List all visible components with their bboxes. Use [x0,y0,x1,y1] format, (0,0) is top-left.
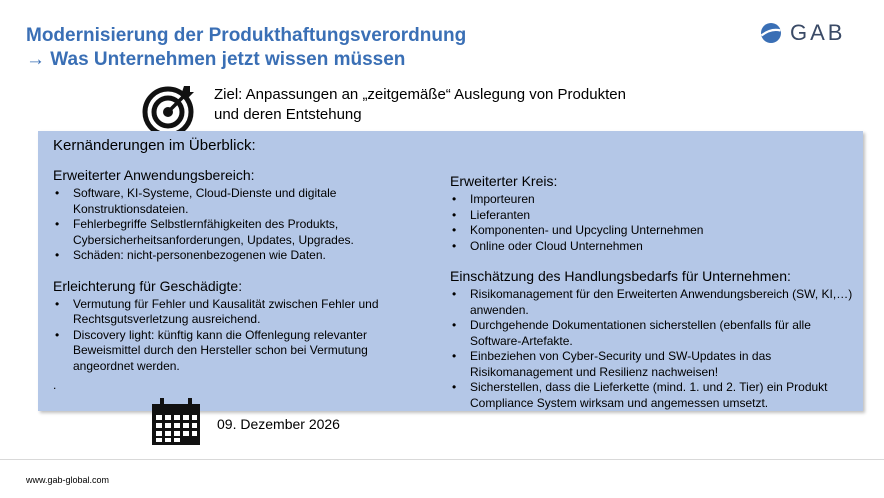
gab-logo [760,20,845,46]
section-title-circle: Erweiterter Kreis: [450,173,558,189]
list-item: • Schäden: nicht-personenbezogenen wie Daten. [53,248,423,264]
list-item: • Online oder Cloud Unternehmen [450,239,855,255]
scope-list [53,186,423,264]
calendar-icon [151,398,201,446]
date-text: 09. Dezember 2026 [217,416,340,432]
slide-title-line1: Modernisierung der Produkthaftungsverordnung [26,25,467,46]
list-item: • Software, KI-Systeme, Cloud-Dienste und digitale Konstruktionsdateien. [53,186,423,217]
section-title-scope: Erweiterter Anwendungsbereich: [53,167,255,183]
list-item: • Lieferanten [450,208,855,224]
slide-title [26,24,466,72]
trailing-dot: . [53,378,57,392]
goal-text: Ziel: Anpassungen an „zeitgemäße“ Auslegung von Produkten und deren Entstehung [214,86,626,123]
key-changes-box [38,131,863,411]
circle-list [450,192,855,254]
list-item: • Risikomanagement für den Erweiterten Anwendungsbereich (SW, KI,…) anwenden. [450,287,855,318]
section-title-relief: Erleichterung für Geschädigte: [53,277,243,294]
right-column [450,173,855,411]
list-item: • Fehlerbegriffe Selbstlernfähigkeiten des Produkts, Cybersicherheitsanforderungen, Updates, Upgrades. [53,217,423,248]
relief-list [53,297,423,375]
list-item: • Importeuren [450,192,855,208]
section-title-action: Einschätzung des Handlungsbedarfs für Unternehmen: [450,268,791,284]
list-item: • Komponenten- und Upcycling Unternehmen [450,223,855,239]
slide-title-line2: → Was Unternehmen jetzt wissen müssen [26,49,406,70]
list-item: • Discovery light: künftig kann die Offenlegung relevanter Beweismittel durch den Hersteller schon bei Vermutung angeordnet werden. [53,328,423,375]
footer-divider [0,459,884,460]
action-list [450,287,855,411]
target-icon [142,82,198,138]
footer-url: www.gab-global.com [26,475,110,485]
list-item: • Sicherstellen, dass die Lieferkette (mind. 1. und 2. Tier) ein Produkt Compliance System wirksam und angemessen umsetzt. [450,380,855,411]
list-item: • Durchgehende Dokumentationen sicherstellen (ebenfalls für alle Software-Artefakte. [450,318,855,349]
key-changes-title: Kernänderungen im Überblick: [53,137,256,154]
list-item: • Einbeziehen von Cyber-Security und SW-Updates in das Risikomanagement und Resilienz nachweisen! [450,349,855,380]
gab-logo-icon [760,22,782,44]
gab-logo-text: GAB [790,20,846,45]
left-column [53,167,423,394]
list-item: • Vermutung für Fehler und Kausalität zwischen Fehler und Rechtsgutsverletzung ausreichend. [53,297,423,328]
